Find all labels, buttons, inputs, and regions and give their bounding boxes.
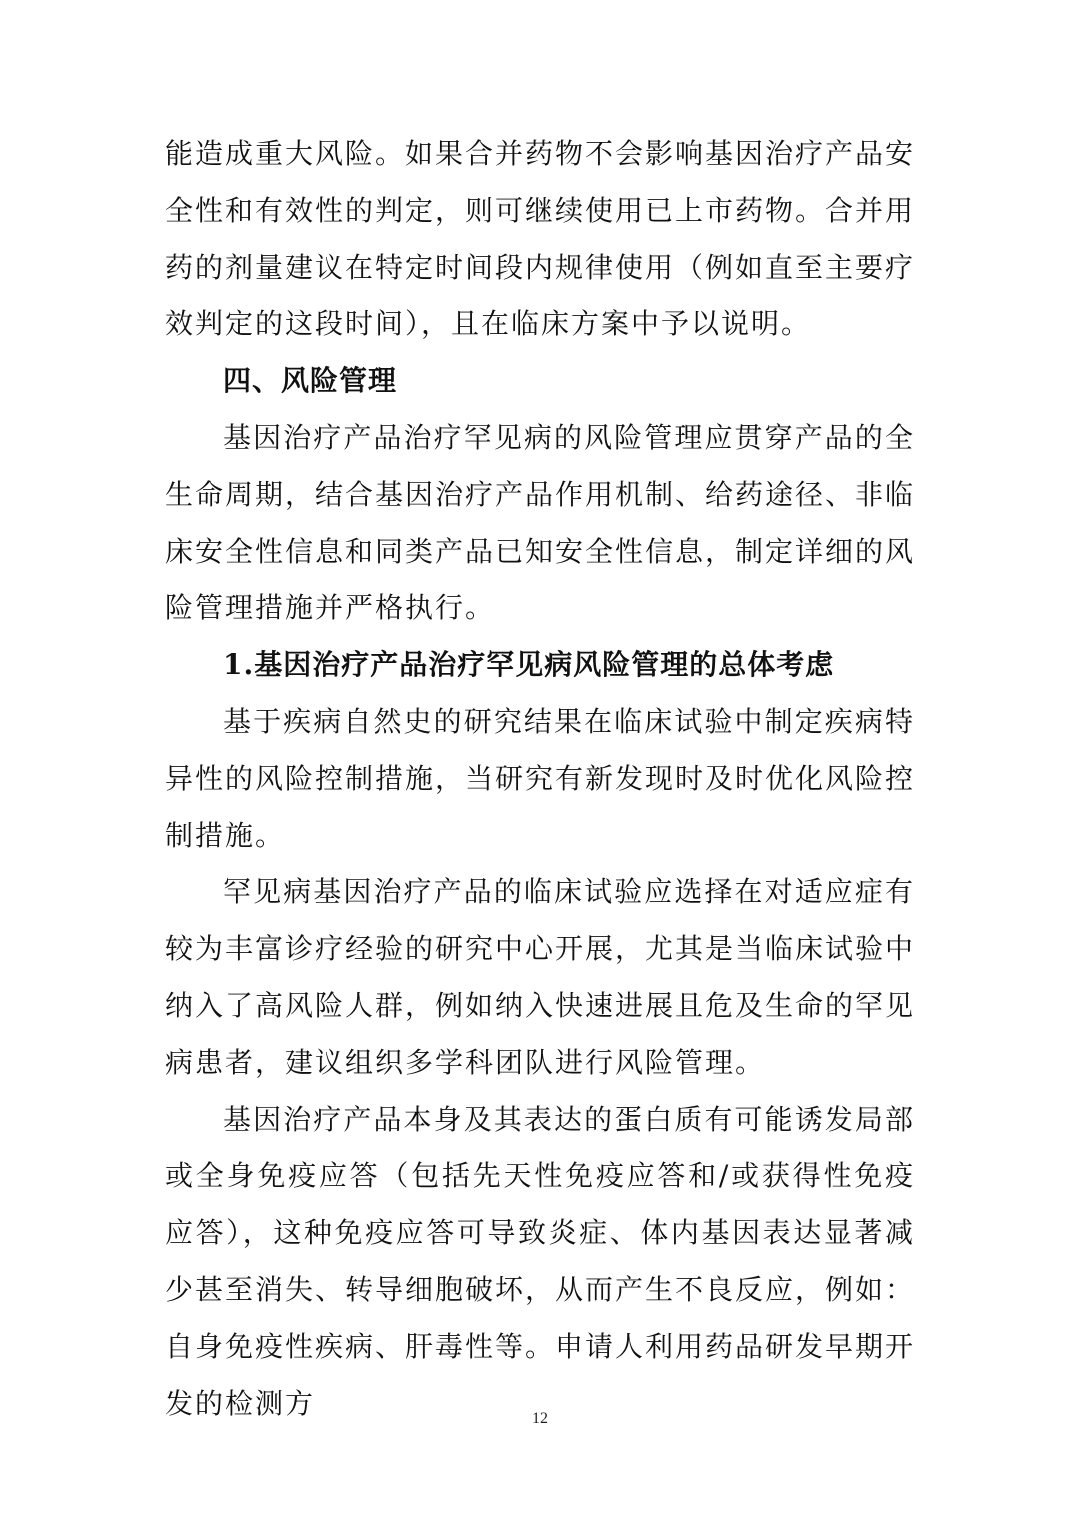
paragraph-continuation: 能造成重大风险。如果合并药物不会影响基因治疗产品安全性和有效性的判定，则可继续使用已上市药物。合并用药的剂量建议在特定时间段内规律使用（例如直至主要疗效判定的这段时间），且在临床方案中予以说明。 xyxy=(165,137,916,341)
subsection-heading-general-considerations: 1.基因治疗产品治疗罕见病风险管理的总体考虑 xyxy=(223,648,835,682)
paragraph-natural-history: 基于疾病自然史的研究结果在临床试验中制定疾病特异性的风险控制措施，当研究有新发现时及时优化风险控制措施。 xyxy=(165,704,916,852)
document-page xyxy=(165,126,915,1432)
section-heading-risk-management: 四、风险管理 xyxy=(223,364,398,398)
paragraph-immune-response: 基因治疗产品本身及其表达的蛋白质有可能诱发局部或全身免疫应答（包括先天性免疫应答和/或获得性免疫应答），这种免疫应答可导致炎症、体内基因表达显著减少甚至消失、转导细胞破坏，从而产生不良反应，例如：自身免疫性疾病、肝毒性等。申请人利用药品研发早期开发的检测方 xyxy=(165,1102,916,1420)
paragraph-risk-overview: 基因治疗产品治疗罕见病的风险管理应贯穿产品的全生命周期，结合基因治疗产品作用机制、给药途径、非临床安全性信息和同类产品已知安全性信息，制定详细的风险管理措施并严格执行。 xyxy=(165,420,916,625)
paragraph-research-center: 罕见病基因治疗产品的临床试验应选择在对适应症有较为丰富诊疗经验的研究中心开展，尤其是当临床试验中纳入了高风险人群，例如纳入快速进展且危及生命的罕见病患者，建议组织多学科团队进行风险管理。 xyxy=(165,875,916,1079)
page-number: 12 xyxy=(532,1410,548,1427)
